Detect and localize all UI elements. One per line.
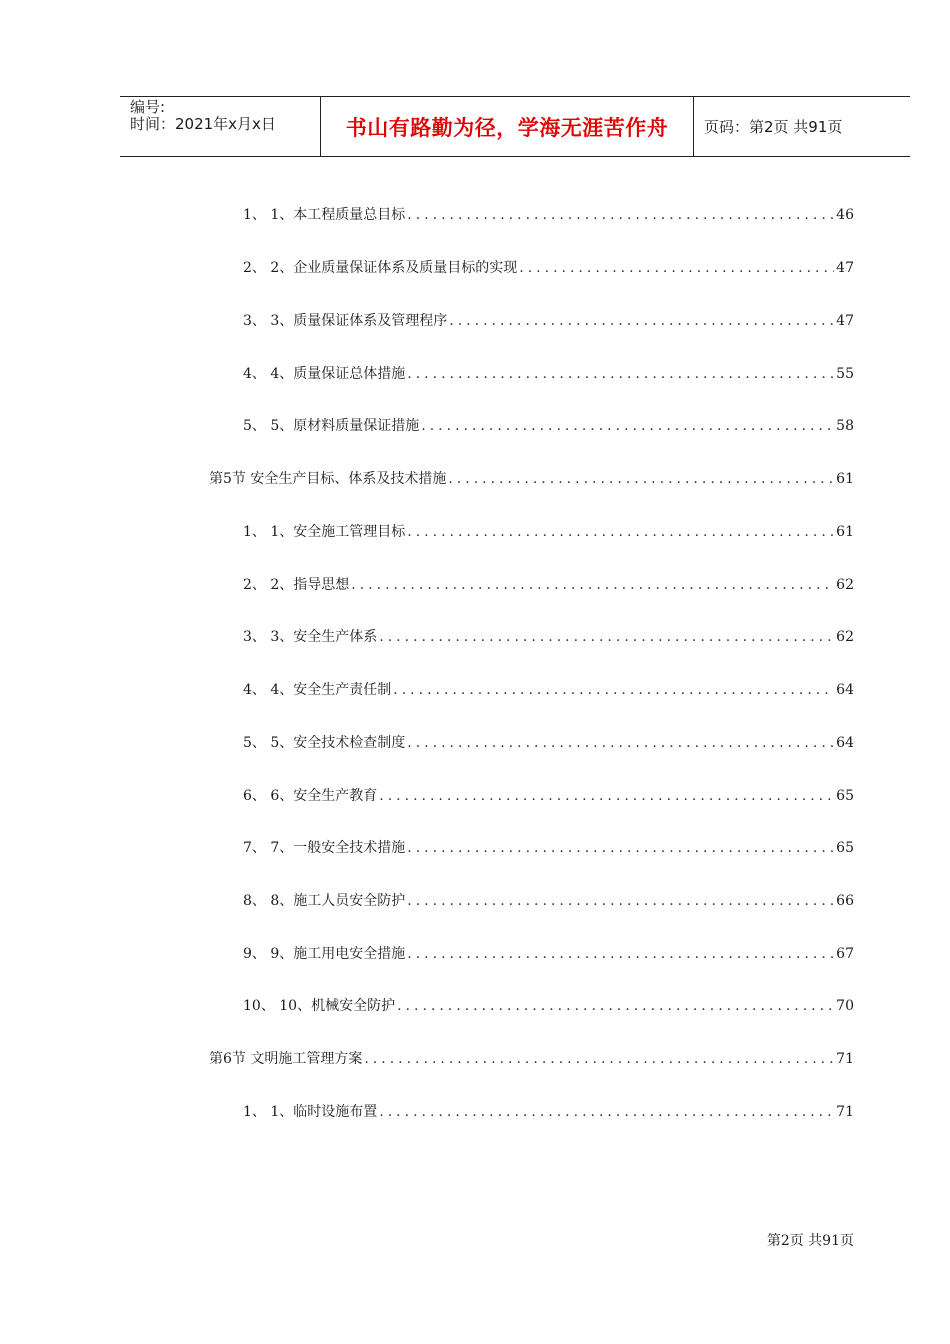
toc-entry[interactable] (243, 1102, 854, 1122)
toc-leader-dots (407, 733, 834, 753)
page-header (120, 96, 910, 157)
toc-entry-label: 10、 10、机械安全防护 (243, 998, 396, 1014)
toc-leader-dots (407, 891, 834, 911)
toc-section-entry[interactable] (209, 469, 854, 489)
toc-entry-page: 67 (836, 946, 854, 962)
toc-entry-page: 61 (836, 524, 854, 540)
toc-entry[interactable] (243, 364, 854, 384)
toc-entry[interactable] (243, 416, 854, 436)
toc-leader-dots (421, 416, 834, 436)
header-motto-cell (321, 97, 694, 156)
toc-leader-dots (379, 627, 834, 647)
toc-entry-label: 4、 4、安全生产责任制 (243, 682, 392, 698)
toc-entry-page: 62 (836, 629, 854, 645)
toc-entry[interactable] (243, 996, 854, 1016)
toc-entry-page: 55 (836, 366, 854, 382)
toc-entry[interactable] (243, 786, 854, 806)
toc-entry-page: 65 (836, 788, 854, 804)
header-page-label: 页码：第2页 共91页 (704, 118, 843, 136)
toc-entry-page: 71 (836, 1104, 854, 1120)
toc-entry-page: 64 (836, 735, 854, 751)
toc-entry-label: 9、 9、施工用电安全措施 (243, 946, 406, 962)
toc-entry-label: 2、 2、企业质量保证体系及质量目标的实现 (243, 260, 518, 276)
toc-leader-dots (351, 575, 834, 595)
toc-entry-label: 3、 3、安全生产体系 (243, 629, 378, 645)
toc-entry-label: 3、 3、质量保证体系及管理程序 (243, 313, 448, 329)
toc-entry-label: 5、 5、原材料质量保证措施 (243, 418, 420, 434)
toc-entry[interactable] (243, 680, 854, 700)
toc-entry-page: 64 (836, 682, 854, 698)
toc-entry[interactable] (243, 838, 854, 858)
toc-entry[interactable] (243, 891, 854, 911)
toc-entry-page: 47 (836, 260, 854, 276)
document-number-label: 编号: (130, 98, 166, 116)
toc-leader-dots (397, 996, 834, 1016)
toc-leader-dots (449, 311, 834, 331)
header-motto: 书山有路勤为径，学海无涯苦作舟 (345, 115, 669, 140)
toc-entry-page: 46 (836, 207, 854, 223)
toc-leader-dots (519, 258, 834, 278)
toc-entry-label: 1、 1、临时设施布置 (243, 1104, 378, 1120)
toc-entry-page: 65 (836, 840, 854, 856)
toc-leader-dots (379, 1102, 834, 1122)
toc-entry[interactable] (243, 733, 854, 753)
toc-entry-label: 6、 6、安全生产教育 (243, 788, 378, 804)
toc-leader-dots (407, 522, 834, 542)
toc-leader-dots (364, 1049, 834, 1069)
toc-section-entry[interactable] (209, 1049, 854, 1069)
toc-leader-dots (407, 205, 834, 225)
toc-entry-page: 58 (836, 418, 854, 434)
toc-entry-page: 71 (836, 1051, 854, 1067)
toc-entry-label: 7、 7、一般安全技术措施 (243, 840, 406, 856)
document-time-label: 时间：2021年x月x日 (130, 115, 276, 133)
page-footer: 第2页 共91页 (766, 1233, 854, 1249)
toc-entry-label: 1、 1、本工程质量总目标 (243, 207, 406, 223)
toc-entry-label: 4、 4、质量保证总体措施 (243, 366, 406, 382)
toc-leader-dots (448, 469, 834, 489)
toc-entry-page: 61 (836, 471, 854, 487)
toc-leader-dots (407, 838, 834, 858)
toc-entry-page: 66 (836, 893, 854, 909)
toc-leader-dots (393, 680, 834, 700)
toc-leader-dots (407, 944, 834, 964)
toc-entry-label: 第5节 安全生产目标、体系及技术措施 (209, 471, 447, 487)
header-page-cell (694, 97, 910, 156)
toc-entry[interactable] (243, 258, 854, 278)
toc-entry-label: 1、 1、安全施工管理目标 (243, 524, 406, 540)
toc-entry-page: 62 (836, 577, 854, 593)
toc-entry[interactable] (243, 311, 854, 331)
toc-entry[interactable] (243, 575, 854, 595)
toc-entry-page: 70 (836, 998, 854, 1014)
toc-entry-label: 8、 8、施工人员安全防护 (243, 893, 406, 909)
toc-entry[interactable] (243, 627, 854, 647)
toc-leader-dots (407, 364, 834, 384)
toc-entry[interactable] (243, 522, 854, 542)
toc-leader-dots (379, 786, 834, 806)
toc-entry-label: 第6节 文明施工管理方案 (209, 1051, 363, 1067)
toc-entry[interactable] (243, 944, 854, 964)
header-meta-cell (120, 97, 321, 156)
toc-entry-label: 2、 2、指导思想 (243, 577, 350, 593)
toc-entry-label: 5、 5、安全技术检查制度 (243, 735, 406, 751)
toc-entry-page: 47 (836, 313, 854, 329)
toc-entry[interactable] (243, 205, 854, 225)
